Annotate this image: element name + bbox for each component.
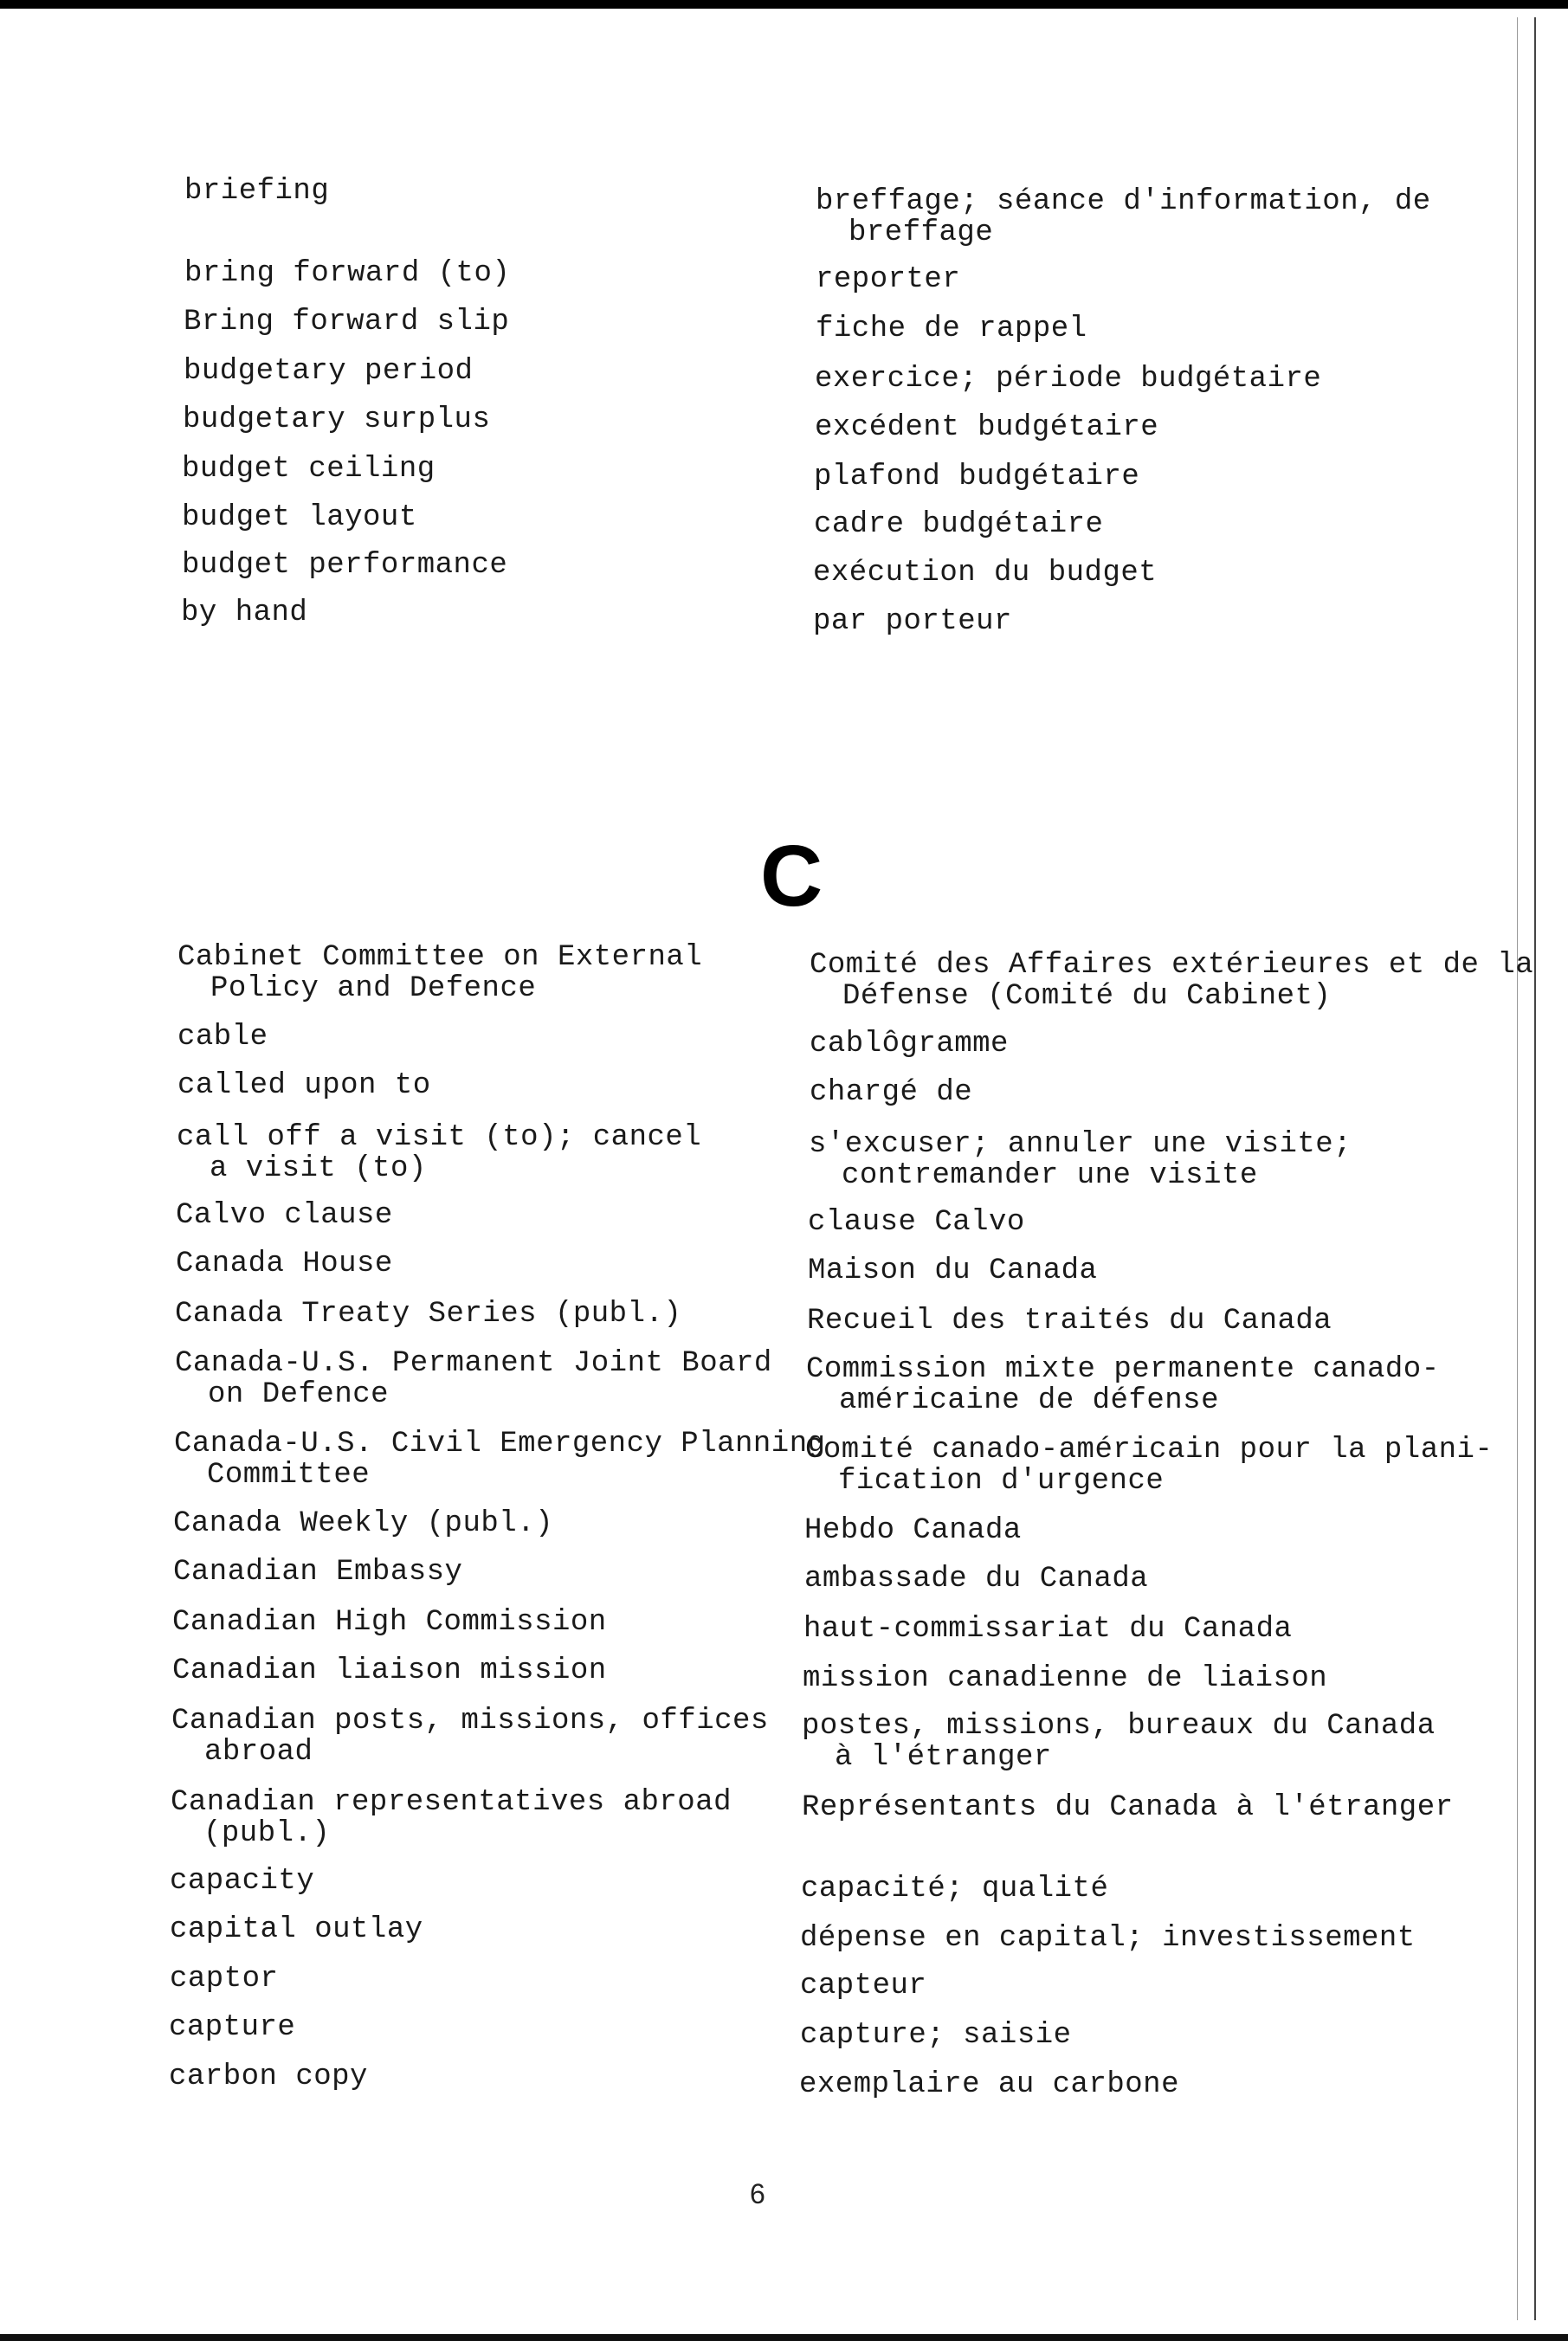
c-term-en-13 (171, 1706, 769, 1768)
right-edge-line-inner (1517, 17, 1518, 2320)
c-term-en-7 (175, 1348, 772, 1410)
b-term-fr-7: exécution du budget (813, 557, 1158, 590)
c-term-en-16: capital outlay (170, 1913, 423, 1946)
b-term-fr-1: reporter (816, 263, 961, 296)
b-term-fr-6: cadre budgétaire (814, 508, 1104, 541)
c-term-en-13-line2: abroad (204, 1736, 313, 1769)
c-term-fr-0 (810, 950, 1533, 1012)
c-term-fr-7-line2: américaine de défense (839, 1384, 1219, 1417)
c-term-en-17: captor (170, 1963, 279, 1996)
bottom-border (0, 2334, 1568, 2341)
c-term-fr-8 (805, 1435, 1493, 1497)
c-term-fr-15: capacité; qualité (801, 1873, 1109, 1906)
c-term-en-1: cable (177, 1021, 268, 1054)
c-term-en-11: Canadian High Commission (172, 1606, 607, 1639)
c-term-en-5: Canada House (176, 1248, 393, 1280)
c-term-fr-6: Recueil des traités du Canada (807, 1305, 1332, 1338)
c-term-en-15: capacity (170, 1865, 315, 1898)
b-term-en-0: briefing (184, 175, 330, 208)
c-term-en-8-line2: Committee (207, 1459, 371, 1492)
b-term-en-6: budget layout (182, 501, 417, 534)
c-term-fr-17: capteur (800, 1970, 927, 2002)
c-term-en-9: Canada Weekly (publ.) (173, 1507, 553, 1540)
c-term-fr-0-line2: Défense (Comité du Cabinet) (842, 980, 1332, 1013)
c-term-fr-7 (806, 1354, 1440, 1416)
c-term-fr-14: Représentants du Canada à l'étranger (802, 1791, 1454, 1824)
b-term-en-2: Bring forward slip (184, 306, 510, 339)
b-term-fr-4: excédent budgétaire (815, 411, 1159, 444)
b-term-en-7: budget performance (182, 549, 508, 582)
c-term-fr-4: clause Calvo (808, 1206, 1025, 1239)
c-term-fr-9: Hebdo Canada (804, 1514, 1022, 1547)
c-term-fr-19: exemplaire au carbone (799, 2068, 1179, 2101)
b-term-fr-5: plafond budgétaire (814, 461, 1140, 493)
c-term-fr-13-line1: postes, missions, bureaux du Canada (802, 1710, 1436, 1743)
b-term-fr-2: fiche de rappel (816, 313, 1087, 345)
c-term-en-14 (171, 1787, 732, 1849)
b-term-fr-8: par porteur (813, 605, 1012, 638)
b-term-en-1: bring forward (to) (184, 257, 511, 290)
c-term-en-0 (177, 942, 702, 1004)
c-term-en-8 (174, 1428, 826, 1491)
c-term-fr-13 (802, 1711, 1436, 1773)
c-term-fr-5: Maison du Canada (808, 1254, 1098, 1287)
page-number: 6 (750, 2178, 765, 2209)
b-term-en-8: by hand (181, 597, 308, 629)
b-term-en-5: budget ceiling (182, 453, 436, 486)
b-term-en-4: budgetary surplus (183, 403, 491, 436)
c-term-en-0-line1: Cabinet Committee on External (177, 941, 703, 974)
b-term-en-3: budgetary period (184, 355, 474, 388)
c-term-en-8-line1: Canada-U.S. Civil Emergency Planning (174, 1428, 826, 1461)
c-term-fr-13-line2: à l'étranger (835, 1741, 1052, 1774)
c-term-en-3-line2: a visit (to) (210, 1152, 427, 1185)
c-term-en-0-line2: Policy and Defence (210, 972, 537, 1005)
c-term-fr-1: cablôgramme (810, 1028, 1009, 1061)
c-term-en-19: carbon copy (169, 2060, 368, 2093)
b-term-fr-0-line1: breffage; séance d'information, de (816, 185, 1431, 218)
c-term-fr-11: haut-commissariat du Canada (803, 1613, 1293, 1646)
c-term-fr-8-line1: Comité canado-américain pour la plani- (805, 1434, 1494, 1467)
c-term-en-12: Canadian liaison mission (172, 1654, 607, 1687)
b-term-fr-3: exercice; période budgétaire (815, 363, 1322, 396)
c-term-en-13-line1: Canadian posts, missions, offices (171, 1705, 769, 1738)
c-term-en-3-line1: call off a visit (to); cancel (177, 1121, 702, 1154)
c-term-fr-10: ambassade du Canada (804, 1563, 1149, 1596)
c-term-fr-3-line1: s'excuser; annuler une visite; (809, 1128, 1352, 1161)
c-term-en-7-line2: on Defence (208, 1378, 390, 1411)
b-term-fr-0 (816, 186, 1431, 248)
c-term-fr-3-line2: contremander une visite (842, 1159, 1258, 1192)
c-term-fr-3 (809, 1129, 1352, 1191)
c-term-fr-8-line2: fication d'urgence (838, 1465, 1165, 1498)
c-term-en-14-line1: Canadian representatives abroad (171, 1786, 732, 1819)
c-term-en-4: Calvo clause (176, 1199, 393, 1232)
c-term-en-7-line1: Canada-U.S. Permanent Joint Board (175, 1347, 772, 1380)
c-term-en-6: Canada Treaty Series (publ.) (175, 1298, 682, 1331)
c-term-fr-7-line1: Commission mixte permanente canado- (806, 1353, 1440, 1386)
b-term-fr-0-line2: breffage (849, 216, 994, 249)
c-term-fr-12: mission canadienne de liaison (803, 1662, 1328, 1695)
c-term-fr-2: chargé de (810, 1076, 973, 1109)
c-term-fr-18: capture; saisie (800, 2019, 1072, 2052)
c-term-fr-0-line1: Comité des Affaires extérieures et de la (810, 949, 1534, 982)
top-border (0, 0, 1568, 9)
c-term-en-3 (177, 1122, 701, 1184)
c-term-en-14-line2: (publ.) (203, 1817, 331, 1850)
c-term-en-2: called upon to (177, 1069, 431, 1102)
right-edge-line (1534, 17, 1536, 2320)
section-letter: C (760, 828, 823, 925)
c-term-en-18: capture (169, 2011, 296, 2044)
c-term-fr-16: dépense en capital; investissement (800, 1922, 1416, 1955)
c-term-en-10: Canadian Embassy (173, 1556, 463, 1589)
